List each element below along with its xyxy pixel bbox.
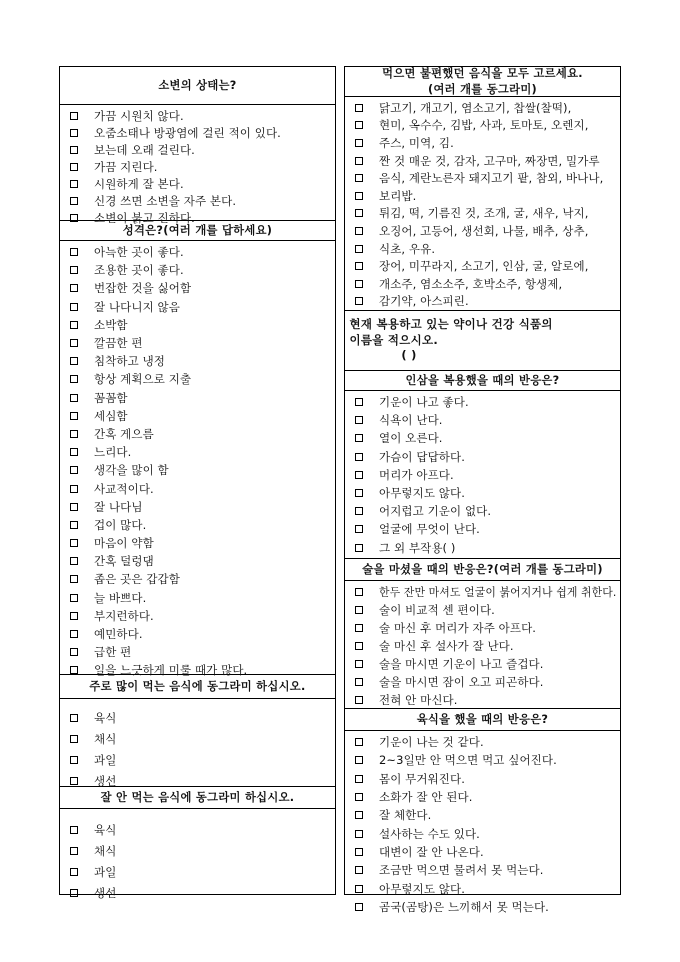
- urine-option[interactable]: [60, 124, 335, 141]
- checkbox[interactable]: [355, 830, 363, 838]
- option-label: 생선: [94, 773, 117, 788]
- checkbox[interactable]: [355, 866, 363, 874]
- meat-option[interactable]: [345, 751, 620, 769]
- favorite-food-option[interactable]: [60, 707, 335, 728]
- checkbox[interactable]: [355, 227, 363, 235]
- alcohol-option[interactable]: [345, 691, 620, 709]
- personality-option[interactable]: [60, 625, 335, 643]
- meat-option[interactable]: [345, 806, 620, 824]
- checkbox[interactable]: [70, 146, 78, 154]
- checkbox[interactable]: [355, 811, 363, 819]
- ginseng-option[interactable]: [345, 539, 620, 557]
- checkbox[interactable]: [70, 394, 78, 402]
- checkbox[interactable]: [70, 612, 78, 620]
- option-label: 깔끔한 편: [94, 336, 143, 351]
- option-label: 예민하다.: [94, 627, 143, 642]
- checkbox[interactable]: [70, 303, 78, 311]
- left-column: [59, 66, 336, 900]
- avoided-food-option[interactable]: [60, 840, 335, 861]
- alcohol-option[interactable]: [345, 637, 620, 655]
- ginseng-option[interactable]: [345, 429, 620, 447]
- alcohol-option[interactable]: [345, 601, 620, 619]
- option-label: 과일: [94, 864, 117, 879]
- checkbox[interactable]: [70, 248, 78, 256]
- option-label: 조용한 곳이 좋다.: [94, 263, 184, 278]
- checkbox[interactable]: [70, 339, 78, 347]
- option-label: 오줌소태나 방광염에 걸린 적이 있다.: [94, 125, 281, 140]
- option-label: 술을 마시면 기운이 나고 즐겁다.: [379, 657, 544, 671]
- option-label: 침착하고 냉정: [94, 354, 166, 369]
- personality-option[interactable]: [60, 352, 335, 370]
- option-label: 아무렇지도 않다.: [379, 881, 465, 896]
- uncomfortable-food-option[interactable]: [345, 152, 620, 170]
- option-label: 술 마신 후 설사가 잘 난다.: [379, 639, 514, 653]
- checkbox[interactable]: [70, 321, 78, 329]
- checkbox[interactable]: [355, 793, 363, 801]
- option-label: 그 외 부작용( ): [379, 540, 456, 555]
- checkbox[interactable]: [355, 471, 363, 479]
- option-label: 개소주, 염소소주, 호박소주, 항생제,: [379, 276, 563, 291]
- option-label: 현미, 옥수수, 김밥, 사과, 토마토, 오렌지,: [379, 118, 589, 133]
- checkbox[interactable]: [355, 588, 363, 596]
- uncomfortable-food-option[interactable]: [345, 222, 620, 240]
- checkbox[interactable]: [70, 129, 78, 137]
- medication-answer-blank[interactable]: ( ): [401, 348, 417, 363]
- option-label: 술을 마시면 잠이 오고 피곤하다.: [379, 675, 544, 689]
- option-label: 시원하게 잘 본다.: [94, 176, 184, 191]
- avoided-food-options: [60, 808, 335, 900]
- checkbox[interactable]: [70, 889, 78, 897]
- checkbox[interactable]: [70, 648, 78, 656]
- favorite-food-options: [60, 698, 335, 786]
- checkbox[interactable]: [355, 245, 363, 253]
- ginseng-option[interactable]: [345, 393, 620, 411]
- personality-option[interactable]: [60, 534, 335, 552]
- uncomfortable-food-option[interactable]: [345, 169, 620, 187]
- checkbox[interactable]: [70, 284, 78, 292]
- meat-option[interactable]: [345, 861, 620, 879]
- option-label: 식초, 우유.: [379, 241, 436, 256]
- checkbox[interactable]: [70, 266, 78, 274]
- ginseng-option[interactable]: [345, 520, 620, 538]
- ginseng-option[interactable]: [345, 502, 620, 520]
- option-label: 생각을 많이 함: [94, 463, 169, 478]
- option-label: 보리밥.: [379, 188, 417, 203]
- checkbox[interactable]: [355, 642, 363, 650]
- personality-option[interactable]: [60, 570, 335, 588]
- checkbox[interactable]: [355, 885, 363, 893]
- option-label: 늘 바쁘다.: [94, 590, 147, 605]
- option-label: 가끔 시원치 않다.: [94, 108, 184, 123]
- option-label: 과일: [94, 752, 117, 767]
- checkbox[interactable]: [355, 104, 363, 112]
- meat-option[interactable]: [345, 879, 620, 897]
- checkbox[interactable]: [355, 262, 363, 270]
- checkbox[interactable]: [355, 280, 363, 288]
- checkbox[interactable]: [70, 485, 78, 493]
- section-title-personality: 성격은?(여러 개를 답하세요): [60, 220, 335, 240]
- option-label: 대변이 잘 안 나온다.: [379, 844, 484, 859]
- option-label: 겁이 많다.: [94, 517, 147, 532]
- checkbox[interactable]: [355, 121, 363, 129]
- favorite-food-option[interactable]: [60, 749, 335, 770]
- option-label: 아무렇지도 않다.: [379, 486, 465, 501]
- favorite-food-option[interactable]: [60, 728, 335, 749]
- alcohol-option[interactable]: [345, 583, 620, 601]
- section-title-ginseng: 인삼을 복용했을 때의 반응은?: [345, 370, 620, 390]
- urine-option[interactable]: [60, 141, 335, 158]
- personality-option[interactable]: [60, 261, 335, 279]
- checkbox[interactable]: [70, 575, 78, 583]
- checkbox[interactable]: [355, 453, 363, 461]
- personality-option[interactable]: [60, 316, 335, 334]
- personality-option[interactable]: [60, 279, 335, 297]
- option-label: 곰국(곰탕)은 느끼해서 못 먹는다.: [379, 899, 549, 914]
- option-label: 장어, 미꾸라지, 소고기, 인삼, 굴, 알로에,: [379, 259, 589, 274]
- ginseng-option[interactable]: [345, 411, 620, 429]
- personality-option[interactable]: [60, 607, 335, 625]
- option-label: 설사하는 수도 있다.: [379, 826, 480, 841]
- urine-option[interactable]: [60, 192, 335, 209]
- option-label: 육식: [94, 710, 117, 725]
- meat-option[interactable]: [345, 788, 620, 806]
- uncomfortable-food-option[interactable]: [345, 205, 620, 223]
- option-label: 아늑한 곳이 좋다.: [94, 245, 184, 260]
- uncomfortable-food-option[interactable]: [345, 293, 620, 311]
- section-title-favorite-food: 주로 많이 먹는 음식에 동그라미 하십시오.: [60, 674, 335, 698]
- checkbox[interactable]: [70, 594, 78, 602]
- option-label: 생선: [94, 885, 117, 900]
- personality-option[interactable]: [60, 407, 335, 425]
- personality-options: [60, 240, 335, 678]
- alcohol-option[interactable]: [345, 655, 620, 673]
- option-label: 소화가 잘 안 된다.: [379, 790, 473, 805]
- checkbox[interactable]: [70, 630, 78, 638]
- checkbox[interactable]: [70, 868, 78, 876]
- option-label: 꼼꼼함: [94, 390, 128, 405]
- checkbox[interactable]: [70, 503, 78, 511]
- meat-options: [345, 730, 620, 914]
- personality-option[interactable]: [60, 425, 335, 443]
- option-label: 보는데 오래 걸린다.: [94, 142, 195, 157]
- checkbox[interactable]: [70, 847, 78, 855]
- option-label: 사교적이다.: [94, 481, 154, 496]
- option-label: 몸이 무거워진다.: [379, 771, 465, 786]
- option-label: 얼굴에 무엇이 난다.: [379, 522, 480, 537]
- personality-option[interactable]: [60, 298, 335, 316]
- checkbox[interactable]: [355, 174, 363, 182]
- urine-option[interactable]: [60, 158, 335, 175]
- section-title-uncomfortable-food: 먹으면 불편했던 음식을 모두 고르세요. (여러 개를 동그라미): [382, 65, 583, 96]
- ginseng-option[interactable]: [345, 484, 620, 502]
- personality-option[interactable]: [60, 479, 335, 497]
- option-label: 간혹 게으름: [94, 426, 154, 441]
- option-label: 어지럽고 기운이 없다.: [379, 504, 492, 519]
- checkbox[interactable]: [355, 606, 363, 614]
- uncomfortable-food-option[interactable]: [345, 99, 620, 117]
- option-label: 닭고기, 개고기, 염소고기, 찹쌀(찰떡),: [379, 100, 572, 115]
- checkbox[interactable]: [70, 466, 78, 474]
- option-label: 한두 잔만 마셔도 얼굴이 붉어지거나 쉽게 취한다.: [379, 585, 617, 599]
- option-label: 소박함: [94, 317, 128, 332]
- option-label: 열이 오른다.: [379, 431, 443, 446]
- checkbox[interactable]: [355, 544, 363, 552]
- uncomfortable-food-option[interactable]: [345, 117, 620, 135]
- checkbox[interactable]: [355, 738, 363, 746]
- option-label: 신경 쓰면 소변을 자주 본다.: [94, 193, 237, 208]
- checkbox[interactable]: [355, 696, 363, 704]
- option-label: 채식: [94, 843, 117, 858]
- checkbox[interactable]: [355, 209, 363, 217]
- meat-option[interactable]: [345, 824, 620, 842]
- personality-option[interactable]: [60, 498, 335, 516]
- uncomfortable-food-option[interactable]: [345, 275, 620, 293]
- option-label: 술이 비교적 센 편이다.: [379, 603, 495, 617]
- option-label: 소변이 붉고 진하다.: [94, 210, 195, 225]
- checkbox[interactable]: [70, 557, 78, 565]
- option-label: 세심함: [94, 408, 128, 423]
- option-label: 채식: [94, 731, 117, 746]
- urine-option[interactable]: [60, 107, 335, 124]
- meat-option[interactable]: [345, 733, 620, 751]
- checkbox[interactable]: [355, 848, 363, 856]
- checkbox[interactable]: [355, 775, 363, 783]
- option-label: 오징어, 고등어, 생선회, 나물, 배추, 상추,: [379, 223, 589, 238]
- checkbox[interactable]: [70, 777, 78, 785]
- personality-option[interactable]: [60, 643, 335, 661]
- ginseng-option[interactable]: [345, 448, 620, 466]
- section-title-urine: 소변의 상태는?: [158, 77, 237, 92]
- personality-option[interactable]: [60, 461, 335, 479]
- meat-option[interactable]: [345, 843, 620, 861]
- option-label: 튀김, 떡, 기름진 것, 조개, 굴, 새우, 낙지,: [379, 206, 589, 221]
- checkbox[interactable]: [70, 714, 78, 722]
- option-label: 2~3일만 안 먹으면 먹고 싶어진다.: [379, 753, 557, 768]
- option-label: 기운이 나고 좋다.: [379, 395, 469, 410]
- ginseng-options: [345, 390, 620, 558]
- checkbox[interactable]: [355, 192, 363, 200]
- section-title-avoided-food: 잘 안 먹는 음식에 동그라미 하십시오.: [60, 786, 335, 808]
- option-label: 급한 편: [94, 645, 132, 660]
- alcohol-option[interactable]: [345, 619, 620, 637]
- option-label: 음식, 계란노른자 돼지고기 팥, 참외, 바나나,: [379, 171, 604, 186]
- section-title-meat: 육식을 했을 때의 반응은?: [345, 708, 620, 730]
- personality-option[interactable]: [60, 389, 335, 407]
- option-label: 주스, 미역, 김.: [379, 135, 454, 150]
- alcohol-options: [345, 580, 620, 708]
- option-label: 가슴이 답답하다.: [379, 449, 465, 464]
- option-label: 항상 계획으로 지출: [94, 372, 192, 387]
- checkbox[interactable]: [70, 214, 78, 222]
- personality-option[interactable]: [60, 516, 335, 534]
- checkbox[interactable]: [70, 180, 78, 188]
- checkbox[interactable]: [70, 112, 78, 120]
- checkbox[interactable]: [70, 666, 78, 674]
- checkbox[interactable]: [355, 416, 363, 424]
- checkbox[interactable]: [355, 678, 363, 686]
- option-label: 감기약, 아스피린.: [379, 294, 469, 309]
- option-label: 술 마신 후 머리가 자주 아프다.: [379, 621, 537, 635]
- option-label: 육식: [94, 822, 117, 837]
- uncomfortable-food-option[interactable]: [345, 187, 620, 205]
- option-label: 머리가 아프다.: [379, 467, 454, 482]
- personality-option[interactable]: [60, 443, 335, 461]
- checkbox[interactable]: [355, 660, 363, 668]
- checkbox[interactable]: [355, 756, 363, 764]
- option-label: 좁은 곳은 갑갑함: [94, 572, 180, 587]
- alcohol-option[interactable]: [345, 673, 620, 691]
- option-label: 가끔 지린다.: [94, 159, 158, 174]
- section-title-alcohol: 술을 마셨을 때의 반응은?(여러 개를 동그라미): [345, 558, 620, 580]
- checkbox[interactable]: [70, 756, 78, 764]
- section-current-medication: 현재 복용하고 있는 약이나 건강 식품의 이름을 적으시오. ( ): [345, 310, 620, 370]
- meat-option[interactable]: [345, 770, 620, 788]
- option-label: 잘 체한다.: [379, 808, 432, 823]
- checkbox[interactable]: [70, 521, 78, 529]
- urine-options: [60, 104, 335, 225]
- checkbox[interactable]: [355, 434, 363, 442]
- option-label: 잘 나다니지 않음: [94, 299, 180, 314]
- checkbox[interactable]: [355, 525, 363, 533]
- checkbox[interactable]: [355, 903, 363, 911]
- checkbox[interactable]: [70, 357, 78, 365]
- personality-option[interactable]: [60, 243, 335, 261]
- option-label: 마음이 약함: [94, 536, 154, 551]
- checkbox[interactable]: [355, 398, 363, 406]
- checkbox[interactable]: [355, 297, 363, 305]
- option-label: 기운이 나는 것 같다.: [379, 735, 484, 750]
- ginseng-option[interactable]: [345, 466, 620, 484]
- right-column: [344, 65, 621, 914]
- option-label: 부지런하다.: [94, 608, 154, 623]
- checkbox[interactable]: [355, 624, 363, 632]
- option-label: 느리다.: [94, 445, 132, 460]
- option-label: 잘 나다님: [94, 499, 143, 514]
- checkbox[interactable]: [70, 197, 78, 205]
- avoided-food-option[interactable]: [60, 819, 335, 840]
- personality-option[interactable]: [60, 370, 335, 388]
- avoided-food-option[interactable]: [60, 861, 335, 882]
- urine-option[interactable]: [60, 175, 335, 192]
- personality-option[interactable]: [60, 589, 335, 607]
- uncomfortable-food-option[interactable]: [345, 240, 620, 258]
- option-label: 간혹 덜렁댐: [94, 554, 154, 569]
- checkbox[interactable]: [355, 507, 363, 515]
- checkbox[interactable]: [70, 412, 78, 420]
- checkbox[interactable]: [355, 139, 363, 147]
- checkbox[interactable]: [355, 489, 363, 497]
- uncomfortable-food-option[interactable]: [345, 134, 620, 152]
- option-label: 전혀 안 마신다.: [379, 693, 458, 707]
- option-label: 조금만 먹으면 물려서 못 먹는다.: [379, 863, 544, 878]
- checkbox[interactable]: [70, 826, 78, 834]
- avoided-food-option[interactable]: [60, 882, 335, 903]
- option-label: 짠 것 매운 것, 감자, 고구마, 짜장면, 밀가루: [379, 153, 600, 168]
- uncomfortable-food-option[interactable]: [345, 257, 620, 275]
- personality-option[interactable]: [60, 552, 335, 570]
- checkbox[interactable]: [70, 430, 78, 438]
- meat-option[interactable]: [345, 898, 620, 916]
- option-label: 번잡한 것을 싫어함: [94, 281, 192, 296]
- checkbox[interactable]: [70, 539, 78, 547]
- checkbox[interactable]: [70, 448, 78, 456]
- checkbox[interactable]: [70, 163, 78, 171]
- option-label: 일을 느긋하게 미룰 때가 많다.: [94, 663, 248, 678]
- uncomfortable-food-options: [345, 96, 620, 310]
- checkbox[interactable]: [70, 735, 78, 743]
- checkbox[interactable]: [355, 157, 363, 165]
- personality-option[interactable]: [60, 334, 335, 352]
- option-label: 식욕이 난다.: [379, 413, 443, 428]
- checkbox[interactable]: [70, 375, 78, 383]
